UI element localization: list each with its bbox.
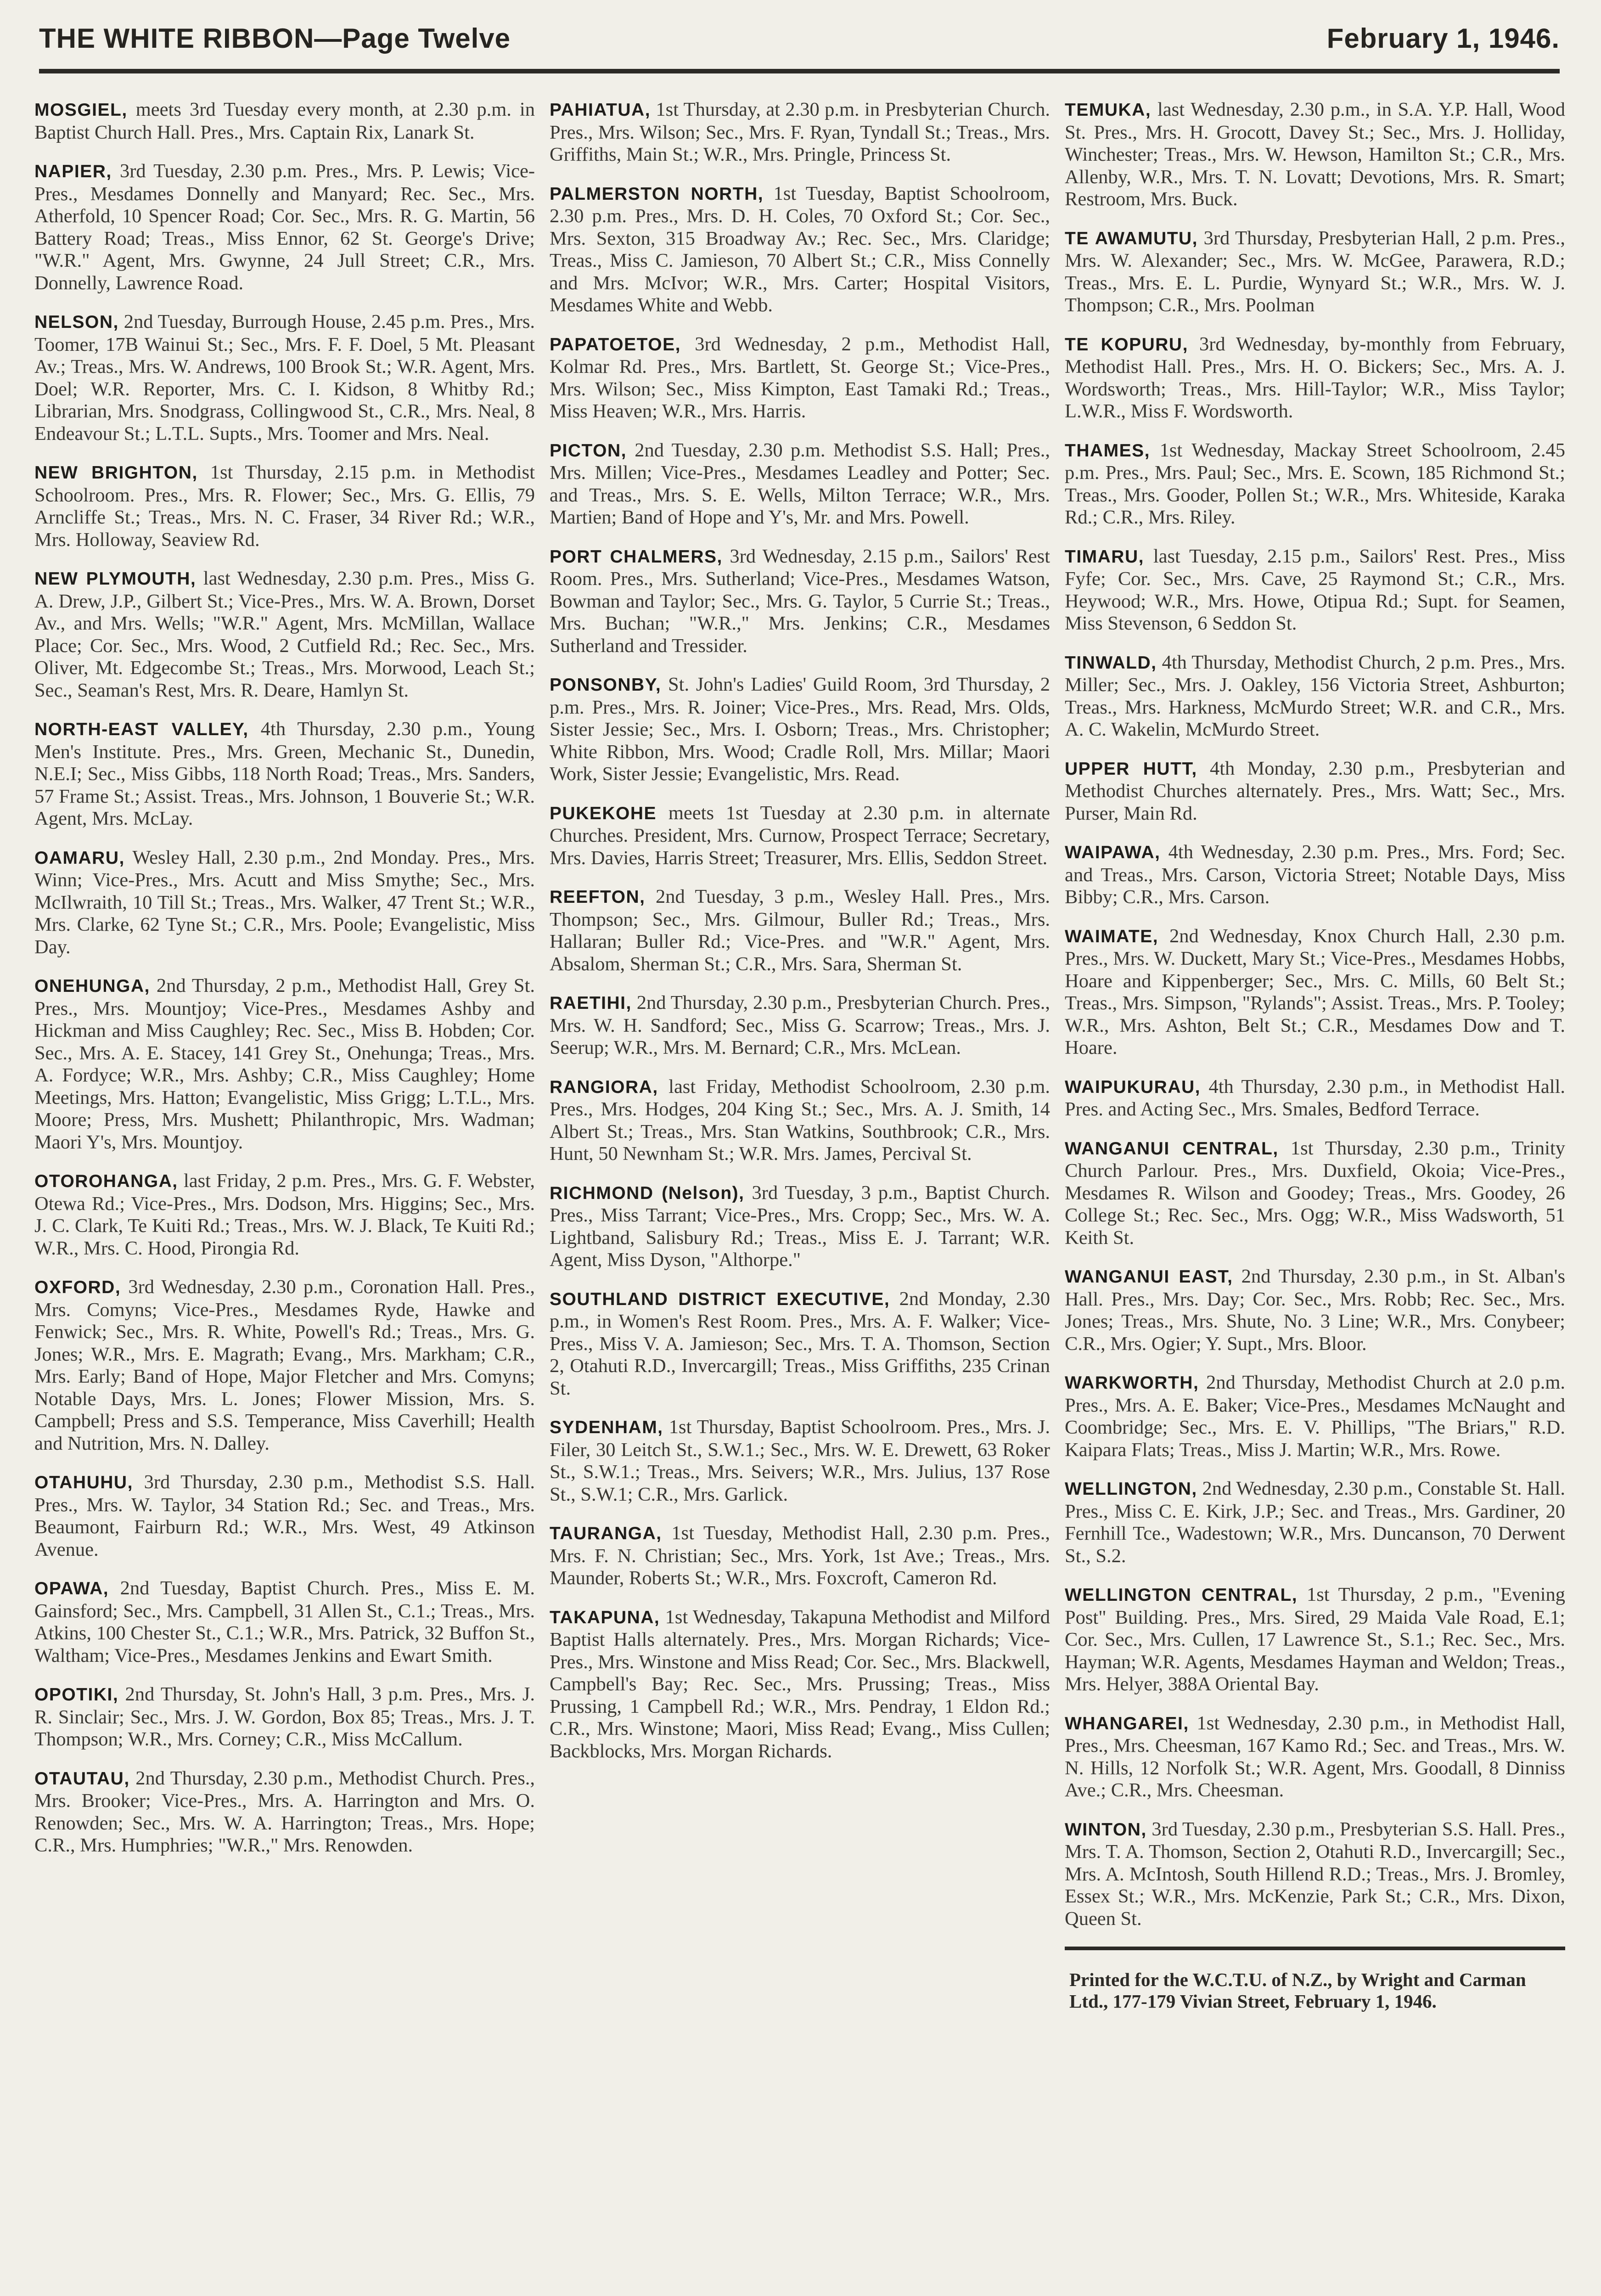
branch-name: NEW PLYMOUTH, <box>34 569 197 589</box>
branch-details: 3rd Tuesday, 3 p.m., Baptist Church. Pres., Miss Tarrant; Vice-Pres., Mrs. Cropp; Sec., Mrs. W. A. Lightband, Salisbury Rd.; Treas., Miss E. J. Tarrant; W.R. Agent, Miss Dyson, "Althorpe." <box>550 1182 1050 1271</box>
branch-name: RAETIHI, <box>550 993 632 1013</box>
branch-details: 4th Thursday, 2.30 p.m., Young Men's Institute. Pres., Mrs. Green, Mechanic St., Dunedin, N.E.I; Sec., Miss Gibbs, 118 North Road; Treas., Mrs. Sanders, 57 Frame St.; Assist. Treas., Mrs. Johnson, 1 Bouverie St.; W.R. Agent, Mrs. McLay. <box>34 718 535 829</box>
branch-name: TIMARU, <box>1065 546 1144 567</box>
branch-name: OTAUTAU, <box>34 1768 130 1789</box>
branch-details: 2nd Tuesday, 3 p.m., Wesley Hall. Pres., Mrs. Thompson; Sec., Mrs. Gilmour, Buller Rd.; Treas., Mrs. Hallaran; Buller Rd.; Vice-Pres. and "W.R." Agent, Mrs. Absalom, Sherman St.; C.R., Mrs. Sara, Sherman St. <box>550 886 1050 975</box>
branch-entry <box>550 1288 1050 1400</box>
branch-directory <box>34 99 1566 2296</box>
branch-name: OAMARU, <box>34 848 125 868</box>
branch-details: 2nd Thursday, 2.30 p.m., Methodist Church. Pres., Mrs. Brooker; Vice-Pres., Mrs. A. Harrington and Mrs. O. Renowden; Sec., Mrs. W. A. Harrington; Treas., Mrs. Hope; C.R., Mrs. Humphries; "W.R.," Mrs. Renowden. <box>34 1767 535 1856</box>
branch-details: 1st Thursday, 2.30 p.m., Trinity Church Parlour. Pres., Mrs. Duxfield, Okoia; Vice-Pres., Mesdames R. Wilson and Goodey; Treas., Mrs. Goodey, 26 College St.; Rec. Sec., Mrs. Ogg; W.R., Miss Wadsworth, 51 Keith St. <box>1065 1137 1565 1249</box>
branch-details: last Friday, 2 p.m. Pres., Mrs. G. F. Webster, Otewa Rd.; Vice-Pres., Mrs. Dodson, Mrs. Higgins; Sec., Mrs. J. C. Clark, Te Kuiti Rd.; Treas., Mrs. W. J. Black, Te Kuiti Rd.; W.R., Mrs. C. Hood, Pirongia Rd. <box>34 1170 535 1259</box>
branch-name: TEMUKA, <box>1065 100 1152 120</box>
branch-name: PICTON, <box>550 440 627 461</box>
branch-details: last Tuesday, 2.15 p.m., Sailors' Rest. Pres., Miss Fyfe; Cor. Sec., Mrs. Cave, 25 Raymond St.; C.R., Mrs. Heywood; W.R., Mrs. Howe, Otipua Rd.; Supt. for Seamen, Miss Stevenson, 6 Seddon St. <box>1065 545 1565 634</box>
branch-name: TE KOPURU, <box>1065 334 1188 355</box>
branch-name: PAHIATUA, <box>550 100 651 120</box>
branch-name: NELSON, <box>34 312 119 332</box>
branch-details: 3rd Wednesday, 2 p.m., Methodist Hall, Kolmar Rd. Pres., Mrs. Bartlett, St. George St.; Vice-Pres., Mrs. Wilson; Sec., Miss Kimpton, East Tamaki Rd.; Treas., Miss Heaven; W.R., Mrs. Harris. <box>550 333 1050 422</box>
branch-entry <box>34 99 535 144</box>
branch-entry <box>34 1471 535 1561</box>
issue-date: February 1, 1946. <box>1326 23 1560 54</box>
branch-name: PALMERSTON NORTH, <box>550 184 764 204</box>
branch-entry <box>34 461 535 551</box>
branch-details: meets 1st Tuesday at 2.30 p.m. in alternate Churches. President, Mrs. Curnow, Prospect Terrace; Secretary, Mrs. Davies, Harris Street; Treasurer, Mrs. Ellis, Seddon Street. <box>550 802 1050 869</box>
branch-details: Wesley Hall, 2.30 p.m., 2nd Monday. Pres., Mrs. Winn; Vice-Pres., Mrs. Acutt and Miss Smythe; Sec., Mrs. McIlwraith, 10 Till St.; Treas., Mrs. Walker, 47 Trent St.; W.R., Mrs. Clarke, 62 Tyne St.; C.R., Mrs. Poole; Evangelistic, Miss Day. <box>34 846 535 958</box>
branch-name: WELLINGTON, <box>1065 1479 1197 1499</box>
branch-entry <box>1065 1372 1565 1461</box>
branch-entry <box>550 674 1050 786</box>
branch-details: 3rd Wednesday, 2.30 p.m., Coronation Hall. Pres., Mrs. Comyns; Vice-Pres., Mesdames Ryde, Hawke and Fenwick; Sec., Mrs. R. White, Powell's Rd.; Treas., Mrs. G. Jones; W.R., Mrs. E. Magrath; Evang., Mrs. Markham; C.R., Mrs. Early; Band of Hope, Major Fletcher and Mrs. Comyns; Notable Days, Mrs. L. Jones; Flower Mission, Mrs. S. Campbell; Press and S.S. Temperance, Miss Caverhill; Health and Nutrition, Mrs. N. Dalley. <box>34 1276 535 1454</box>
branch-details: St. John's Ladies' Guild Room, 3rd Thursday, 2 p.m. Pres., Mrs. R. Joiner; Vice-Pres., Mrs. Read, Mrs. Olds, Sister Jessie; Sec., Mrs. I. Osborn; Treas., Mrs. Christopher; White Ribbon, Mrs. Wood; Cradle Roll, Mrs. Millar; Maori Work, Sister Jessie; Evangelistic, Mrs. Read. <box>550 674 1050 785</box>
branch-name: TE AWAMUTU, <box>1065 228 1198 248</box>
branch-details: 2nd Monday, 2.30 p.m., in Women's Rest Room. Pres., Mrs. A. F. Walker; Vice-Pres., Miss V. A. Jamieson; Sec., Mrs. T. A. Thomson, Section 2, Otahuti R.D., Invercargill; Treas., Miss Griffiths, 235 Crinan St. <box>550 1288 1050 1399</box>
branch-entry <box>550 183 1050 317</box>
branch-entry <box>1065 1584 1565 1696</box>
branch-details: 1st Wednesday, 2.30 p.m., in Methodist Hall, Pres., Mrs. Cheesman, 167 Kamo Rd.; Sec. and Treas., Mrs. W. N. Hills, 12 Norfolk St.; W.R. Agent, Mrs. Goodall, 8 Dinniss Ave.; C.R., Mrs. Cheesman. <box>1065 1712 1565 1801</box>
branch-name: PAPATOETOE, <box>550 334 681 355</box>
branch-name: THAMES, <box>1065 440 1150 461</box>
branch-name: ONEHUNGA, <box>34 976 150 996</box>
branch-details: 2nd Wednesday, Knox Church Hall, 2.30 p.m. Pres., Mrs. W. Duckett, Mary St.; Vice-Pres., Mesdames Hobbs, Hoare and Kippenberger; Sec., Mrs. C. Mills, 60 Belt St.; Treas., Mrs. Simpson, "Rylands"; Assist. Treas., Mrs. P. Tooley; W.R., Mrs. Ashton, Belt St.; C.R., Mesdames Dow and T. Hoare. <box>1065 925 1565 1058</box>
branch-details: 2nd Thursday, 2.30 p.m., in St. Alban's Hall. Pres., Mrs. Day; Cor. Sec., Mrs. Robb; Rec. Sec., Mrs. Jones; Treas., Mrs. Shute, No. 3 Line; W.R., Mrs. Conybeer; C.R., Mrs. Ogier; Y. Supt., Mrs. Bloor. <box>1065 1266 1565 1355</box>
branch-details: 4th Wednesday, 2.30 p.m. Pres., Mrs. Ford; Sec. and Treas., Mrs. Carson, Victoria Street; Notable Days, Miss Bibby; C.R., Mrs. Carson. <box>1065 841 1565 908</box>
branch-entry <box>1065 1818 1565 1930</box>
branch-name: WANGANUI EAST, <box>1065 1267 1233 1287</box>
branch-details: 1st Thursday, 2 p.m., "Evening Post" Building. Pres., Mrs. Sired, 29 Maida Vale Road, E.1; Cor. Sec., Mrs. Cullen, 17 Lawrence St., S.1.; Rec. Sec., Mrs. Hayman; W.R. Agents, Mesdames Hayman and Weldon; Treas., Mrs. Helyer, 388A Oriental Bay. <box>1065 1584 1565 1695</box>
branch-entry <box>1065 439 1565 529</box>
branch-entry <box>550 1416 1050 1506</box>
branch-details: 1st Tuesday, Methodist Hall, 2.30 p.m. Pres., Mrs. F. N. Christian; Sec., Mrs. York, 1st Ave.; Treas., Mrs. Maunder, Roberts St.; W.R., Mrs. Foxcroft, Cameron Rd. <box>550 1522 1050 1589</box>
branch-details: 2nd Tuesday, Baptist Church. Pres., Miss E. M. Gainsford; Sec., Mrs. Campbell, 31 Allen St., C.1.; Treas., Mrs. Atkins, 100 Chester St., C.1.; W.R., Mrs. Patrick, 32 Buffon St., Waltham; Vice-Pres., Mesdames Jenkins and Ewart Smith. <box>34 1577 535 1666</box>
branch-entry <box>34 975 535 1154</box>
branch-name: OPOTIKI, <box>34 1685 119 1705</box>
branch-name: SOUTHLAND DISTRICT EXECUTIVE, <box>550 1289 890 1309</box>
printer-imprint: Printed for the W.C.T.U. of N.Z., by Wright and Carman Ltd., 177-179 Vivian Street, February 1, 1946. <box>1069 1969 1526 2012</box>
branch-details: 2nd Wednesday, 2.30 p.m., Constable St. Hall. Pres., Miss C. E. Kirk, J.P.; Sec. and Treas., Mrs. Gardiner, 20 Fernhill Tce., Wadestown; W.R., Mrs. Duncanson, 70 Derwent St., S.2. <box>1065 1478 1565 1567</box>
branch-details: last Friday, Methodist Schoolroom, 2.30 p.m. Pres., Mrs. Hodges, 204 King St.; Sec., Mrs. A. J. Smith, 14 Albert St.; Treas., Mrs. Stan Watkins, Southbrook; C.R., Mrs. Hunt, 50 Newnham St.; W.R. Mrs. James, Percival St. <box>550 1075 1050 1165</box>
branch-name: TAURANGA, <box>550 1524 662 1543</box>
branch-entry <box>34 1683 535 1751</box>
branch-details: 3rd Wednesday, 2.15 p.m., Sailors' Rest Room. Pres., Mrs. Sutherland; Vice-Pres., Mesdames Watson, Bowman and Taylor; Sec., Mrs. G. Taylor, 5 Currie St.; Treas., Mrs. Buchan; "W.R.," Mrs. Jenkins; C.R., Mesdames Sutherland and Tressider. <box>550 545 1050 657</box>
branch-entry <box>34 568 535 702</box>
branch-entry <box>1065 1712 1565 1802</box>
branch-name: SYDENHAM, <box>550 1418 663 1437</box>
branch-details: 3rd Thursday, 2.30 p.m., Methodist S.S. Hall. Pres., Mrs. W. Taylor, 34 Station Rd.; Sec. and Treas., Mrs. Beaumont, Fairburn Rd.; W.R., Mrs. West, 49 Atkinson Avenue. <box>34 1471 535 1560</box>
branch-name: OXFORD, <box>34 1277 121 1297</box>
branch-entry <box>550 886 1050 975</box>
branch-entry <box>34 1276 535 1455</box>
branch-details: meets 3rd Tuesday every month, at 2.30 p.m. in Baptist Church Hall. Pres., Mrs. Captain Rix, Lanark St. <box>34 99 535 143</box>
branch-entry <box>1065 1478 1565 1567</box>
branch-details: 1st Thursday, 2.15 p.m. in Methodist Schoolroom. Pres., Mrs. R. Flower; Sec., Mrs. G. Ellis, 79 Arncliffe St.; Treas., Mrs. N. C. Fraser, 34 River Rd.; W.R., Mrs. Holloway, Seaview Rd. <box>34 461 535 551</box>
branch-entry <box>550 1076 1050 1165</box>
branch-entry <box>550 1522 1050 1590</box>
column-1 <box>34 99 535 2296</box>
branch-name: RANGIORA, <box>550 1077 658 1097</box>
branch-name: TAKAPUNA, <box>550 1607 660 1627</box>
branch-details: 4th Thursday, Methodist Church, 2 p.m. Pres., Mrs. Miller; Sec., Mrs. J. Oakley, 156 Victoria Street, Ashburton; Treas., Mrs. Harkness, McMurdo Street; W.R. and C.R., Mrs. A. C. Wakelin, McMurdo Street. <box>1065 651 1565 740</box>
branch-entry <box>550 546 1050 658</box>
branch-name: WARKWORTH, <box>1065 1373 1199 1393</box>
branch-name: OPAWA, <box>34 1579 109 1598</box>
branch-name: WHANGAREI, <box>1065 1713 1189 1733</box>
branch-entry <box>1065 758 1565 825</box>
branch-entry <box>1065 841 1565 909</box>
branch-details: last Wednesday, 2.30 p.m., in S.A. Y.P. Hall, Wood St. Pres., Mrs. H. Grocott, Davey St.; Sec., Mrs. J. Holliday, Winchester; Treas., Mrs. W. Hewson, Hamilton St.; C.R., Mrs. Allenby, W.R., Mrs. T. N. Lovatt; Devotions, Mrs. R. Smart; Restroom, Mrs. Buck. <box>1065 99 1565 210</box>
branch-details: 2nd Tuesday, Burrough House, 2.45 p.m. Pres., Mrs. Toomer, 17B Wainui St.; Sec., Mrs. F. F. Doel, 5 Mt. Pleasant Av.; Treas., Mrs. W. Andrews, 100 Brook St.; W.R. Agent, Mrs. Doel; W.R. Reporter, Mrs. C. I. Kidson, 8 Whitby Rd.; Librarian, Mrs. Snodgrass, Collingwood St., C.R., Mrs. Neal, 8 Endeavour St.; L.T.L. Supts., Mrs. Toomer and Mrs. Neal. <box>34 311 535 445</box>
branch-details: 1st Thursday, at 2.30 p.m. in Presbyterian Church. Pres., Mrs. Wilson; Sec., Mrs. F. Ryan, Tyndall St.; Treas., Mrs. Griffiths, Main St.; W.R., Mrs. Pringle, Princess St. <box>550 99 1050 165</box>
branch-details: 2nd Thursday, 2.30 p.m., Presbyterian Church. Pres., Mrs. W. H. Sandford; Sec., Miss G. Scarrow; Treas., Mrs. J. Seerup; W.R., Mrs. M. Bernard; C.R., Mrs. McLean. <box>550 992 1050 1058</box>
page-header <box>39 13 1560 63</box>
branch-name: UPPER HUTT, <box>1065 759 1197 779</box>
branch-entry <box>34 718 535 830</box>
branch-details: 2nd Tuesday, 2.30 p.m. Methodist S.S. Hall; Pres., Mrs. Millen; Vice-Pres., Mesdames Leadley and Potter; Sec. and Treas., Mrs. S. E. Wells, Milton Terrace; W.R., Mrs. Martien; Band of Hope and Y's, Mr. and Mrs. Powell. <box>550 439 1050 528</box>
branch-name: WAIPAWA, <box>1065 843 1161 862</box>
branch-entry <box>34 1170 535 1260</box>
branch-entry <box>1065 1076 1565 1121</box>
branch-name: TINWALD, <box>1065 653 1157 673</box>
branch-name: NEW BRIGHTON, <box>34 463 198 483</box>
branch-name: WINTON, <box>1065 1819 1147 1840</box>
branch-entry <box>1065 99 1565 211</box>
branch-name: OTOROHANGA, <box>34 1171 178 1191</box>
branch-entry <box>550 992 1050 1059</box>
branch-details: 4th Monday, 2.30 p.m., Presbyterian and Methodist Churches alternately. Pres., Mrs. Watt; Sec., Mrs. Purser, Main Rd. <box>1065 757 1565 824</box>
column-2 <box>550 99 1050 2296</box>
branch-name: PUKEKOHE <box>550 803 657 823</box>
branch-entry <box>34 160 535 294</box>
page-title: THE WHITE RIBBON—Page Twelve <box>39 23 511 54</box>
branch-name: WANGANUI CENTRAL, <box>1065 1138 1279 1159</box>
imprint-rule <box>1065 1947 1565 1950</box>
branch-details: last Wednesday, 2.30 p.m. Pres., Miss G. A. Drew, J.P., Gilbert St.; Vice-Pres., Mrs. W. A. Brown, Dorset Av., and Mrs. Wells; "W.R." Agent, Mrs. McMillan, Wallace Place; Cor. Sec., Mrs. Wood, 2 Cutfield Rd.; Rec. Sec., Mrs. Oliver, Mt. Edgecombe St.; Treas., Mrs. Morwood, Leach St.; Sec., Seaman's Rest, Mrs. R. Deare, Hamlyn St. <box>34 568 535 701</box>
branch-details: 3rd Tuesday, 2.30 p.m. Pres., Mrs. P. Lewis; Vice-Pres., Mesdames Donnelly and Manyard; Rec. Sec., Mrs. Atherfold, 10 Spencer Road; Cor. Sec., Mrs. R. G. Martin, 56 Battery Road; Treas., Miss Ennor, 62 St. George's Drive; "W.R." Agent, Mrs. Gwynne, 24 Jull Street; C.R., Mrs. Donnelly, Lawrence Road. <box>34 160 535 294</box>
branch-details: 1st Thursday, Baptist Schoolroom. Pres., Mrs. J. Filer, 30 Leitch St., S.W.1.; Sec., Mrs. W. E. Drewett, 63 Roker St., S.W.1.; Treas., Mrs. Seivers; W.R., Mrs. Julius, 137 Rose St., S.W.1; C.R., Mrs. Garlick. <box>550 1416 1050 1505</box>
branch-details: 2nd Thursday, 2 p.m., Methodist Hall, Grey St. Pres., Mrs. Mountjoy; Vice-Pres., Mesdames Ashby and Hickman and Miss Caughley; Rec. Sec., Miss B. Hobden; Cor. Sec., Mrs. A. E. Stacey, 141 Grey St., Onehunga; Treas., Mrs. A. Fordyce; W.R., Mrs. Ashby; C.R., Miss Caughley; Home Meetings, Mrs. Hatton; Evangelistic, Miss Grigg; L.T.L., Mrs. Moore; Press, Mrs. Mushett; Philanthropic, Mrs. Wadman; Maori Y's, Mrs. Mountjoy. <box>34 975 535 1153</box>
branch-entry <box>1065 546 1565 635</box>
branch-name: OTAHUHU, <box>34 1473 133 1492</box>
branch-details: 1st Tuesday, Baptist Schoolroom, 2.30 p.m. Pres., Mrs. D. H. Coles, 70 Oxford St.; Cor. Sec., Mrs. Sexton, 315 Broadway Av.; Rec. Sec., Mrs. Claridge; Treas., Miss C. Jamieson, 70 Albert St.; C.R., Miss Connelly and Mrs. McIvor; W.R., Mrs. Carter; Hospital Visitors, Mesdames White and Webb. <box>550 182 1050 316</box>
branch-entry <box>550 99 1050 166</box>
branch-details: 3rd Wednesday, by-monthly from February, Methodist Hall. Pres., Mrs. H. O. Bickers; Sec., Mrs. A. J. Wordsworth; Treas., Mrs. Hill-Taylor; W.R., Miss Taylor; L.W.R., Miss F. Wordsworth. <box>1065 333 1565 422</box>
branch-entry <box>1065 333 1565 423</box>
branch-entry <box>34 1577 535 1667</box>
branch-name: NORTH-EAST VALLEY, <box>34 720 249 739</box>
branch-entry <box>1065 227 1565 317</box>
column-3 <box>1065 99 1565 2296</box>
branch-details: 3rd Thursday, Presbyterian Hall, 2 p.m. Pres., Mrs. W. Alexander; Sec., Mrs. W. McGee, Parawera, R.D.; Treas., Mrs. E. L. Purdie, Wynyard St.; W.R., Mrs. W. J. Thompson; C.R., Mrs. Poolman <box>1065 227 1565 316</box>
branch-name: WELLINGTON CENTRAL, <box>1065 1585 1298 1605</box>
branch-entry <box>1065 1266 1565 1355</box>
branch-name: WAIPUKURAU, <box>1065 1077 1201 1097</box>
branch-entry <box>1065 1137 1565 1249</box>
branch-name: MOSGIEL, <box>34 100 128 120</box>
branch-name: RICHMOND (Nelson), <box>550 1183 745 1203</box>
branch-entry <box>550 1606 1050 1763</box>
branch-entry <box>34 1767 535 1857</box>
branch-name: REEFTON, <box>550 887 646 907</box>
branch-name: NAPIER, <box>34 162 112 181</box>
branch-details: 3rd Tuesday, 2.30 p.m., Presbyterian S.S. Hall. Pres., Mrs. T. A. Thomson, Section 2, Otahuti R.D., Invercargill; Sec., Mrs. A. McIntosh, South Hillend R.D.; Treas., Mrs. J. Bromley, Essex St.; W.R., Mrs. McKenzie, Park St.; C.R., Mrs. Dixon, Queen St. <box>1065 1818 1565 1930</box>
branch-entry <box>550 439 1050 529</box>
branch-name: WAIMATE, <box>1065 926 1159 946</box>
branch-entry <box>34 311 535 445</box>
branch-entry <box>550 333 1050 423</box>
branch-entry <box>1065 652 1565 741</box>
branch-entry <box>550 802 1050 870</box>
branch-details: 4th Thursday, 2.30 p.m., in Methodist Hall. Pres. and Acting Sec., Mrs. Smales, Bedford Terrace. <box>1065 1075 1565 1120</box>
branch-details: 1st Wednesday, Takapuna Methodist and Milford Baptist Halls alternately. Pres., Mrs. Morgan Richards; Vice-Pres., Mrs. Winstone and Miss Read; Cor. Sec., Mrs. Blackwell, Campbell's Bay; Rec. Sec., Mrs. Prussing; Treas., Miss Prussing, 1 Campbell Rd.; W.R., Mrs. Pendray, 1 Eldon Rd.; C.R., Mrs. Winstone; Maori, Miss Read; Evang., Miss Cullen; Backblocks, Mrs. Morgan Richards. <box>550 1606 1050 1762</box>
branch-entry <box>34 847 535 959</box>
header-rule <box>39 69 1560 73</box>
branch-name: PONSONBY, <box>550 675 662 695</box>
branch-entry <box>550 1182 1050 1272</box>
branch-details: 1st Wednesday, Mackay Street Schoolroom, 2.45 p.m. Pres., Mrs. Paul; Sec., Mrs. E. Scown, 185 Richmond St.; Treas., Mrs. Gooder, Pollen St.; W.R., Mrs. Whiteside, Karaka Rd.; C.R., Mrs. Riley. <box>1065 439 1565 528</box>
branch-name: PORT CHALMERS, <box>550 546 723 567</box>
branch-entry <box>1065 925 1565 1059</box>
branch-details: 2nd Thursday, St. John's Hall, 3 p.m. Pres., Mrs. J. R. Sinclair; Sec., Mrs. J. W. Gordon, Box 85; Treas., Mrs. J. T. Thompson; W.R., Mrs. Corney; C.R., Miss McCallum. <box>34 1683 535 1750</box>
branch-details: 2nd Thursday, Methodist Church at 2.0 p.m. Pres., Mrs. A. E. Baker; Vice-Pres., Mesdames McNaught and Coombridge; Sec., Mrs. E. V. Phillips, "The Briars," R.D. Kaipara Flats; Treas., Miss J. Martin; W.R., Mrs. Rowe. <box>1065 1372 1565 1461</box>
